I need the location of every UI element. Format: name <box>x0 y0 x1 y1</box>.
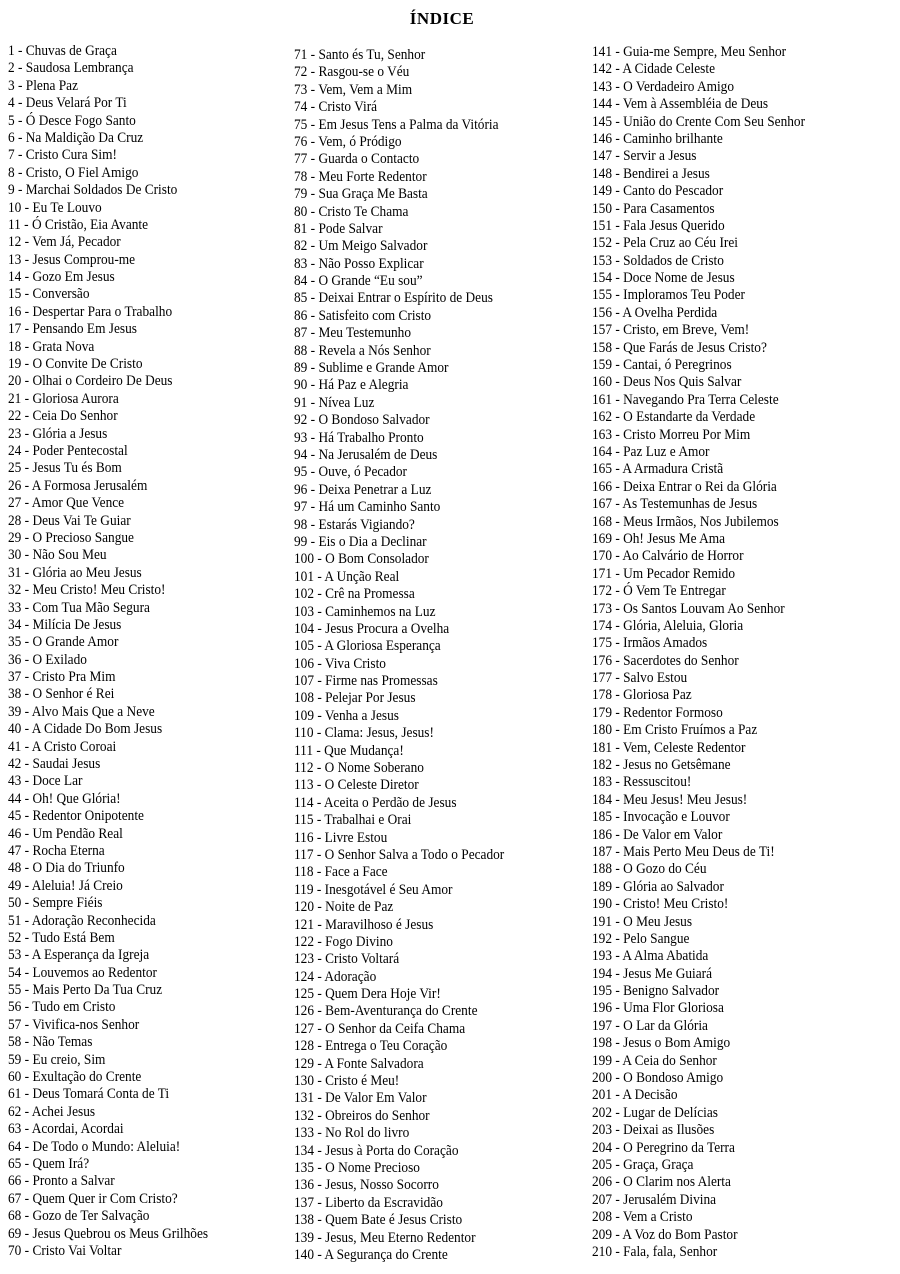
index-entry: 53 - A Esperança da Igreja <box>8 947 150 964</box>
index-entry: 15 - Conversão <box>8 286 90 303</box>
index-entry: 7 - Cristo Cura Sim! <box>8 147 117 164</box>
index-entry: 45 - Redentor Onipotente <box>8 808 144 825</box>
index-entry: 139 - Jesus, Meu Eterno Redentor <box>294 1229 476 1246</box>
index-entry: 105 - A Gloriosa Esperança <box>294 638 441 655</box>
index-entry: 20 - Olhai o Cordeiro De Deus <box>8 373 173 390</box>
index-entry: 64 - De Todo o Mundo: Aleluia! <box>8 1138 181 1155</box>
index-entry: 136 - Jesus, Nosso Socorro <box>294 1177 439 1194</box>
index-entry: 208 - Vem a Cristo <box>592 1209 693 1226</box>
index-entry: 86 - Satisfeito com Cristo <box>294 307 432 324</box>
index-entry: 152 - Pela Cruz ao Céu Irei <box>592 235 738 252</box>
index-entry: 107 - Firme nas Promessas <box>294 673 438 690</box>
index-entry: 18 - Grata Nova <box>8 338 95 355</box>
index-entry: 43 - Doce Lar <box>8 773 83 790</box>
index-entry: 50 - Sempre Fiéis <box>8 895 103 912</box>
index-entry: 89 - Sublime e Grande Amor <box>294 360 449 377</box>
index-entry: 209 - A Voz do Bom Pastor <box>592 1226 738 1243</box>
index-entry: 118 - Face a Face <box>294 864 388 881</box>
index-entry: 61 - Deus Tomará Conta de Ti <box>8 1086 170 1103</box>
index-entry: 210 - Fala, fala, Senhor <box>592 1243 718 1260</box>
index-entry: 114 - Aceita o Perdão de Jesus <box>294 794 457 811</box>
index-entry: 2 - Saudosa Lembrança <box>8 60 134 77</box>
index-entry: 120 - Noite de Paz <box>294 899 394 916</box>
index-entry: 163 - Cristo Morreu Por Mim <box>592 426 751 443</box>
index-entry: 111 - Que Mudança! <box>294 742 404 759</box>
index-entry: 191 - O Meu Jesus <box>592 913 693 930</box>
index-entry: 185 - Invocação e Louvor <box>592 809 730 826</box>
index-entry: 121 - Maravilhoso é Jesus <box>294 916 434 933</box>
index-entry: 58 - Não Temas <box>8 1034 93 1051</box>
index-entry: 192 - Pelo Sangue <box>592 930 690 947</box>
index-entry: 132 - Obreiros do Senhor <box>294 1107 430 1124</box>
index-entry: 104 - Jesus Procura a Ovelha <box>294 620 450 637</box>
index-entry: 150 - Para Casamentos <box>592 200 715 217</box>
index-entry: 95 - Ouve, ó Pecador <box>294 464 407 481</box>
index-entry: 157 - Cristo, em Breve, Vem! <box>592 322 750 339</box>
index-entry: 48 - O Dia do Triunfo <box>8 860 125 877</box>
index-entry: 80 - Cristo Te Chama <box>294 203 409 220</box>
index-entry: 93 - Há Trabalho Pronto <box>294 429 424 446</box>
index-entry: 129 - A Fonte Salvadora <box>294 1055 424 1072</box>
index-entry: 103 - Caminhemos na Luz <box>294 603 436 620</box>
index-entry: 109 - Venha a Jesus <box>294 707 399 724</box>
index-entry: 117 - O Senhor Salva a Todo o Pecador <box>294 846 505 863</box>
index-entry: 186 - De Valor em Valor <box>592 826 723 843</box>
index-entry: 123 - Cristo Voltará <box>294 951 400 968</box>
page-title: ÍNDICE <box>409 9 475 28</box>
index-entry: 39 - Alvo Mais Que a Neve <box>8 703 155 720</box>
index-entry: 113 - O Celeste Diretor <box>294 777 419 794</box>
index-entry: 87 - Meu Testemunho <box>294 325 412 342</box>
index-entry: 21 - Gloriosa Aurora <box>8 390 119 407</box>
index-entry: 206 - O Clarim nos Alerta <box>592 1174 731 1191</box>
index-entry: 207 - Jerusalém Divina <box>592 1191 717 1208</box>
index-entry: 82 - Um Meigo Salvador <box>294 238 428 255</box>
index-entry: 81 - Pode Salvar <box>294 220 383 237</box>
index-entry: 97 - Há um Caminho Santo <box>294 499 441 516</box>
index-entry: 56 - Tudo em Cristo <box>8 999 116 1016</box>
index-entry: 184 - Meu Jesus! Meu Jesus! <box>592 791 748 808</box>
index-entry: 26 - A Formosa Jerusalém <box>8 477 148 494</box>
index-entry: 22 - Ceia Do Senhor <box>8 408 118 425</box>
index-entry: 164 - Paz Luz e Amor <box>592 443 710 460</box>
index-entry: 176 - Sacerdotes do Senhor <box>592 652 739 669</box>
index-entry: 153 - Soldados de Cristo <box>592 252 724 269</box>
index-entry: 202 - Lugar de Delícias <box>592 1104 718 1121</box>
index-entry: 84 - O Grande “Eu sou” <box>294 273 423 290</box>
index-entry: 188 - O Gozo do Céu <box>592 861 707 878</box>
index-entry: 29 - O Precioso Sangue <box>8 529 134 546</box>
index-entry: 51 - Adoração Reconhecida <box>8 912 156 929</box>
index-entry: 162 - O Estandarte da Verdade <box>592 409 756 426</box>
index-entry: 148 - Bendirei a Jesus <box>592 165 710 182</box>
index-entry: 168 - Meus Irmãos, Nos Jubilemos <box>592 513 779 530</box>
index-entry: 196 - Uma Flor Gloriosa <box>592 1000 724 1017</box>
index-entry: 88 - Revela a Nós Senhor <box>294 342 431 359</box>
index-entry: 78 - Meu Forte Redentor <box>294 168 427 185</box>
index-entry: 73 - Vem, Vem a Mim <box>294 81 413 98</box>
index-entry: 36 - O Exilado <box>8 651 87 668</box>
index-entry: 1 - Chuvas de Graça <box>8 43 117 59</box>
index-entry: 106 - Viva Cristo <box>294 655 386 672</box>
index-entry: 147 - Servir a Jesus <box>592 148 697 165</box>
index-entry: 116 - Livre Estou <box>294 829 388 846</box>
index-entry: 72 - Rasgou-se o Véu <box>294 64 410 81</box>
index-entry: 181 - Vem, Celeste Redentor <box>592 739 746 756</box>
index-entry: 52 - Tudo Está Bem <box>8 929 115 946</box>
index-entry: 175 - Irmãos Amados <box>592 635 708 652</box>
index-entry: 83 - Não Posso Explicar <box>294 255 424 272</box>
index-entry: 180 - Em Cristo Fruímos a Paz <box>592 722 758 739</box>
index-column-3 <box>592 44 824 1261</box>
index-entry: 38 - O Senhor é Rei <box>8 686 115 703</box>
index-entry: 127 - O Senhor da Ceifa Chama <box>294 1020 466 1037</box>
index-entry: 98 - Estarás Vigiando? <box>294 516 415 533</box>
index-entry: 28 - Deus Vai Te Guiar <box>8 512 131 529</box>
index-entry: 49 - Aleluia! Já Creio <box>8 877 123 894</box>
index-entry: 68 - Gozo de Ter Salvação <box>8 1208 150 1225</box>
index-entry: 204 - O Peregrino da Terra <box>592 1139 735 1156</box>
index-entry: 187 - Mais Perto Meu Deus de Ti! <box>592 843 775 860</box>
index-entry: 133 - No Rol do livro <box>294 1125 410 1142</box>
index-entry: 199 - A Ceia do Senhor <box>592 1052 717 1069</box>
index-entry: 134 - Jesus à Porta do Coração <box>294 1142 459 1159</box>
index-entry: 190 - Cristo! Meu Cristo! <box>592 896 729 913</box>
index-entry: 182 - Jesus no Getsêmane <box>592 757 731 774</box>
index-entry: 62 - Achei Jesus <box>8 1103 96 1120</box>
index-entry: 96 - Deixa Penetrar a Luz <box>294 481 432 498</box>
index-entry: 54 - Louvemos ao Redentor <box>8 964 157 981</box>
index-entry: 67 - Quem Quer ir Com Cristo? <box>8 1190 178 1207</box>
index-entry: 165 - A Armadura Cristã <box>592 461 724 478</box>
index-entry: 63 - Acordai, Acordai <box>8 1121 124 1138</box>
index-entry: 170 - Ao Calvário de Horror <box>592 548 744 565</box>
index-entry: 160 - Deus Nos Quis Salvar <box>592 374 742 391</box>
index-entry: 145 - União do Crente Com Seu Senhor <box>592 113 806 130</box>
index-entry: 171 - Um Pecador Remido <box>592 565 736 582</box>
index-entry: 13 - Jesus Comprou-me <box>8 251 136 268</box>
index-entry: 154 - Doce Nome de Jesus <box>592 270 735 287</box>
index-entry: 178 - Gloriosa Paz <box>592 687 692 704</box>
index-entry: 119 - Inesgotável é Seu Amor <box>294 881 453 898</box>
index-entry: 65 - Quem Irá? <box>8 1156 90 1172</box>
index-entry: 91 - Nívea Luz <box>294 394 375 411</box>
index-entry: 9 - Marchai Soldados De Cristo <box>8 182 178 199</box>
index-entry: 125 - Quem Dera Hoje Vir! <box>294 986 441 1003</box>
index-entry: 143 - O Verdadeiro Amigo <box>592 78 735 95</box>
index-entry: 40 - A Cidade Do Bom Jesus <box>8 721 163 738</box>
index-entry: 99 - Eis o Dia a Declinar <box>294 533 427 550</box>
index-entry: 149 - Canto do Pescador <box>592 183 724 200</box>
index-entry: 146 - Caminho brilhante <box>592 130 723 147</box>
index-entry: 126 - Bem-Aventurança do Crente <box>294 1003 478 1020</box>
index-entry: 24 - Poder Pentecostal <box>8 442 128 459</box>
index-entry: 142 - A Cidade Celeste <box>592 61 716 78</box>
index-entry: 34 - Milícia De Jesus <box>8 616 122 633</box>
index-entry: 198 - Jesus o Bom Amigo <box>592 1035 731 1052</box>
index-entry: 115 - Trabalhai e Orai <box>294 812 412 829</box>
index-entry: 23 - Glória a Jesus <box>8 425 108 442</box>
index-entry: 30 - Não Sou Meu <box>8 547 107 564</box>
index-entry: 90 - Há Paz e Alegria <box>294 377 409 394</box>
index-entry: 55 - Mais Perto Da Tua Cruz <box>8 982 163 999</box>
index-entry: 57 - Vivifica-nos Senhor <box>8 1016 140 1033</box>
index-entry: 179 - Redentor Formoso <box>592 704 723 721</box>
index-entry: 12 - Vem Já, Pecador <box>8 234 121 251</box>
index-entry: 92 - O Bondoso Salvador <box>294 412 430 429</box>
index-entry: 59 - Eu creio, Sim <box>8 1051 106 1068</box>
index-entry: 128 - Entrega o Teu Coração <box>294 1038 448 1055</box>
index-entry: 102 - Crê na Promessa <box>294 586 415 603</box>
index-entry: 11 - Ó Cristão, Eia Avante <box>8 216 149 233</box>
index-entry: 130 - Cristo é Meu! <box>294 1073 400 1090</box>
index-entry: 71 - Santo és Tu, Senhor <box>294 47 426 63</box>
index-entry: 46 - Um Pendão Real <box>8 825 123 842</box>
index-entry: 19 - O Convite De Cristo <box>8 356 143 373</box>
index-entry: 138 - Quem Bate é Jesus Cristo <box>294 1212 463 1229</box>
index-entry: 47 - Rocha Eterna <box>8 842 105 859</box>
index-entry: 155 - Imploramos Teu Poder <box>592 287 745 304</box>
index-entry: 10 - Eu Te Louvo <box>8 199 102 216</box>
index-entry: 27 - Amor Que Vence <box>8 495 125 512</box>
index-entry: 205 - Graça, Graça <box>592 1157 694 1173</box>
index-entry: 167 - As Testemunhas de Jesus <box>592 496 758 513</box>
index-entry: 172 - Ó Vem Te Entregar <box>592 583 726 600</box>
index-entry: 158 - Que Farás de Jesus Cristo? <box>592 339 767 356</box>
index-entry: 74 - Cristo Virá <box>294 99 378 116</box>
index-entry: 122 - Fogo Divino <box>294 933 393 950</box>
index-entry: 200 - O Bondoso Amigo <box>592 1070 724 1087</box>
index-entry: 144 - Vem à Assembléia de Deus <box>592 96 769 113</box>
index-entry: 69 - Jesus Quebrou os Meus Grilhões <box>8 1225 209 1242</box>
index-entry: 66 - Pronto a Salvar <box>8 1173 115 1190</box>
index-entry: 159 - Cantai, ó Peregrinos <box>592 357 732 374</box>
index-entry: 79 - Sua Graça Me Basta <box>294 186 428 203</box>
index-entry: 17 - Pensando Em Jesus <box>8 321 137 338</box>
index-entry: 32 - Meu Cristo! Meu Cristo! <box>8 582 166 599</box>
index-entry: 108 - Pelejar Por Jesus <box>294 690 416 707</box>
index-entry: 131 - De Valor Em Valor <box>294 1090 427 1107</box>
index-entry: 60 - Exultação do Crente <box>8 1069 142 1086</box>
index-entry: 8 - Cristo, O Fiel Amigo <box>8 164 139 181</box>
index-entry: 195 - Benigno Salvador <box>592 983 720 1000</box>
index-entry: 3 - Plena Paz <box>8 77 79 94</box>
index-entry: 161 - Navegando Pra Terra Celeste <box>592 391 779 408</box>
index-entry: 137 - Liberto da Escravidão <box>294 1194 443 1211</box>
index-entry: 4 - Deus Velará Por Ti <box>8 95 127 112</box>
index-entry: 203 - Deixai as Ilusões <box>592 1122 715 1139</box>
index-entry: 94 - Na Jerusalém de Deus <box>294 446 438 463</box>
index-entry: 6 - Na Maldição Da Cruz <box>8 129 144 146</box>
index-entry: 42 - Saudai Jesus <box>8 756 101 773</box>
index-entry: 16 - Despertar Para o Trabalho <box>8 303 173 320</box>
index-entry: 174 - Glória, Aleluia, Gloria <box>592 617 744 634</box>
index-entry: 77 - Guarda o Contacto <box>294 151 420 168</box>
index-entry: 37 - Cristo Pra Mim <box>8 669 116 686</box>
index-entry: 110 - Clama: Jesus, Jesus! <box>294 725 434 742</box>
index-entry: 169 - Oh! Jesus Me Ama <box>592 530 726 547</box>
index-entry: 194 - Jesus Me Guiará <box>592 965 713 982</box>
index-entry: 35 - O Grande Amor <box>8 634 119 651</box>
index-entry: 70 - Cristo Vai Voltar <box>8 1242 122 1259</box>
index-entry: 189 - Glória ao Salvador <box>592 878 724 895</box>
index-entry: 44 - Oh! Que Glória! <box>8 790 121 807</box>
index-column-2 <box>294 47 523 1264</box>
index-entry: 141 - Guia-me Sempre, Meu Senhor <box>592 44 787 60</box>
index-entry: 5 - Ó Desce Fogo Santo <box>8 112 136 129</box>
index-entry: 201 - A Decisão <box>592 1087 678 1104</box>
index-entry: 183 - Ressuscitou! <box>592 774 692 791</box>
index-entry: 151 - Fala Jesus Querido <box>592 217 725 234</box>
index-entry: 156 - A Ovelha Perdida <box>592 304 718 321</box>
index-entry: 76 - Vem, ó Pródigo <box>294 133 402 150</box>
index-entry: 193 - A Alma Abatida <box>592 948 709 965</box>
index-entry: 33 - Com Tua Mão Segura <box>8 599 150 616</box>
index-entry: 41 - A Cristo Coroai <box>8 738 117 755</box>
index-entry: 112 - O Nome Soberano <box>294 760 424 777</box>
index-column-1 <box>8 43 225 1260</box>
index-entry: 25 - Jesus Tu és Bom <box>8 460 122 477</box>
index-entry: 85 - Deixai Entrar o Espírito de Deus <box>294 290 493 307</box>
index-entry: 14 - Gozo Em Jesus <box>8 269 115 286</box>
index-entry: 140 - A Segurança do Crente <box>294 1246 448 1263</box>
index-entry: 124 - Adoração <box>294 968 377 985</box>
index-entry: 197 - O Lar da Glória <box>592 1017 708 1034</box>
index-entry: 135 - O Nome Precioso <box>294 1160 420 1176</box>
index-entry: 31 - Glória ao Meu Jesus <box>8 564 142 581</box>
index-entry: 100 - O Bom Consolador <box>294 551 429 568</box>
index-entry: 101 - A Unção Real <box>294 568 400 585</box>
index-entry: 177 - Salvo Estou <box>592 670 688 687</box>
index-entry: 173 - Os Santos Louvam Ao Senhor <box>592 600 785 617</box>
index-entry: 166 - Deixa Entrar o Rei da Glória <box>592 478 777 495</box>
index-entry: 75 - Em Jesus Tens a Palma da Vitória <box>294 116 499 133</box>
